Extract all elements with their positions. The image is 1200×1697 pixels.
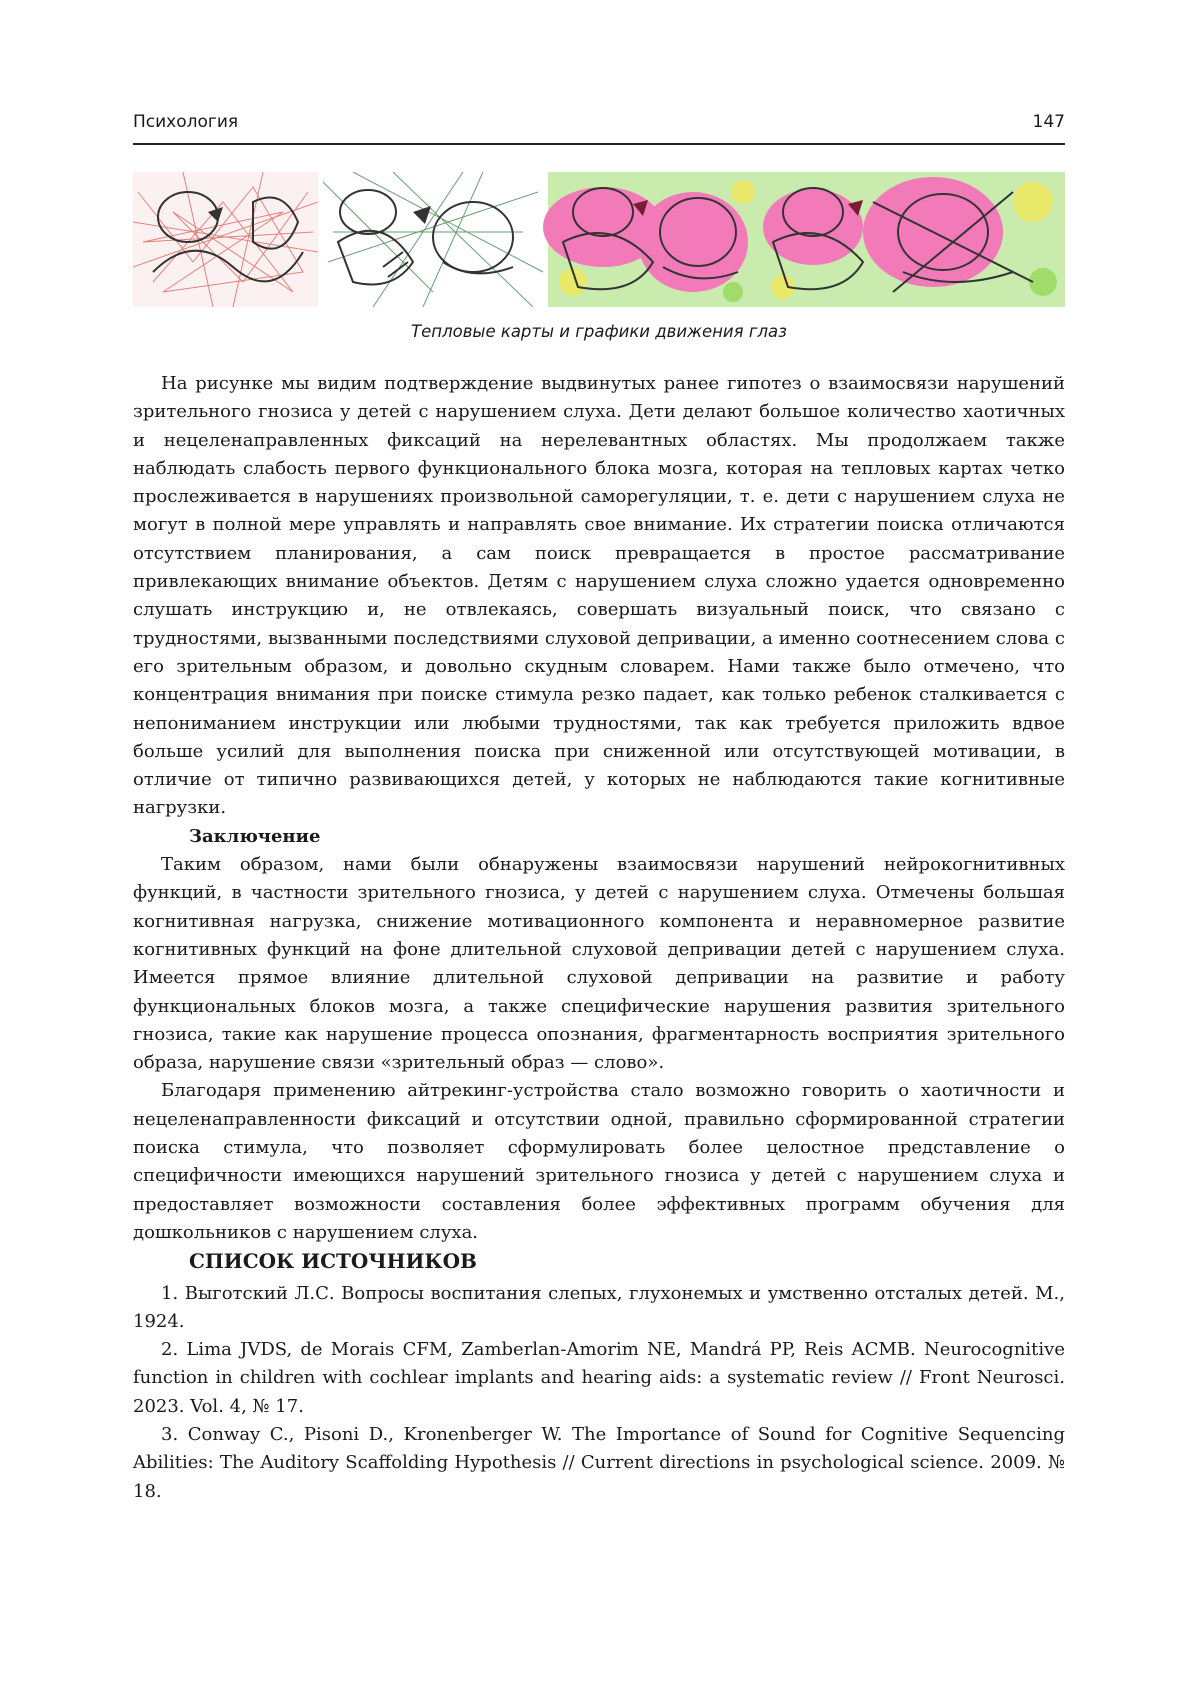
reference-item: 2. Lima JVDS, de Morais CFM, Zamberlan-Amorim NE, Mandrá PP, Reis ACMB. Neurocognitive function in children with cochlear implants and hearing aids: a systematic review // Front Neurosci. 2023. Vol. 4, № 17. bbox=[133, 1336, 1065, 1421]
reference-item: 1. Выготский Л.С. Вопросы воспитания слепых, глухонемых и умственно отсталых детей. М., 1924. bbox=[133, 1280, 1065, 1337]
conclusion-heading: Заключение bbox=[133, 823, 1065, 851]
panel-heatmap-1 bbox=[543, 172, 758, 307]
header-rule bbox=[133, 143, 1065, 145]
panel-scanpath-red bbox=[133, 172, 318, 307]
figure-caption: Тепловые карты и графики движения глаз bbox=[133, 322, 1065, 341]
panel-heatmap-2 bbox=[758, 172, 1065, 307]
eye-tracking-figure bbox=[133, 172, 1065, 307]
references-title: СПИСОК ИСТОЧНИКОВ bbox=[133, 1247, 1065, 1275]
paragraph-eyetracking: Благодаря применению айтрекинг-устройства стало возможно говорить о хаотичности и нецеленаправленности фиксаций и отсутствии одной, правильно сформированной стратегии поиска стимула, что позволяет сформулировать более целостное представление о специфичности имеющихся нарушений зрительного гнозиса у детей с нарушением слуха и предоставляет возможности составления более эффективных программ обучения для дошкольников с нарушением слуха. bbox=[133, 1077, 1065, 1247]
section-title: Психология bbox=[133, 112, 238, 132]
references-list bbox=[133, 1280, 1065, 1506]
running-header bbox=[133, 112, 1065, 142]
paragraph-conclusion: Таким образом, нами были обнаружены взаимосвязи нарушений нейрокогнитивных функций, в частности зрительного гнозиса, у детей с нарушением слуха. Отмечены большая когнитивная нагрузка, снижение мотивационного компонента и неравномерное развитие когнитивных функций на фоне длительной слуховой депривации детей с нарушением слуха. Имеется прямое влияние длительной слуховой депривации на развитие и работу функциональных блоков мозга, а также специфические нарушения развития зрительного гнозиса, такие как нарушение процесса опознания, фрагментарность восприятия зрительного образа, нарушение связи «зрительный образ — слово». bbox=[133, 851, 1065, 1077]
page-number: 147 bbox=[1033, 112, 1065, 132]
paragraph-discussion: На рисунке мы видим подтверждение выдвинутых ранее гипотез о взаимосвязи нарушений зрительного гнозиса у детей с нарушением слуха. Дети делают большое количество хаотичных и нецеленаправленных фиксаций на нерелевантных областях. Мы продолжаем также наблюдать слабость первого функционального блока мозга, которая на тепловых картах четко прослеживается в нарушениях произвольной саморегуляции, т. е. дети с нарушением слуха не могут в полной мере управлять и направлять свое внимание. Их стратегии поиска отличаются отсутствием планирования, а сам поиск превращается в простое рассматривание привлекающих внимание объектов. Детям с нарушением слуха сложно удается одновременно слушать инструкцию и, не отвлекаясь, совершать визуальный поиск, что связано с трудностями, вызванными последствиями слуховой депривации, а именно соотнесением слова с его зрительным образом, и довольно скудным словарем. Нами также было отмечено, что концентрация внимания при поиске стимула резко падает, как только ребенок сталкивается с непониманием инструкции или любыми трудностями, так как требуется приложить вдвое больше усилий для выполнения поиска при сниженной или отсутствующей мотивации, в отличие от типично развивающихся детей, у которых не наблюдаются такие когнитивные нагрузки. bbox=[133, 370, 1065, 823]
heatmap-scanpath-image bbox=[133, 172, 1065, 307]
article-body bbox=[133, 370, 1065, 1506]
panel-scanpath-green bbox=[318, 172, 548, 307]
reference-item: 3. Conway C., Pisoni D., Kronenberger W. The Importance of Sound for Cognitive Sequencing Abilities: The Auditory Scaffolding Hypothesis // Current directions in psychological science. 2009. № 18. bbox=[133, 1421, 1065, 1506]
